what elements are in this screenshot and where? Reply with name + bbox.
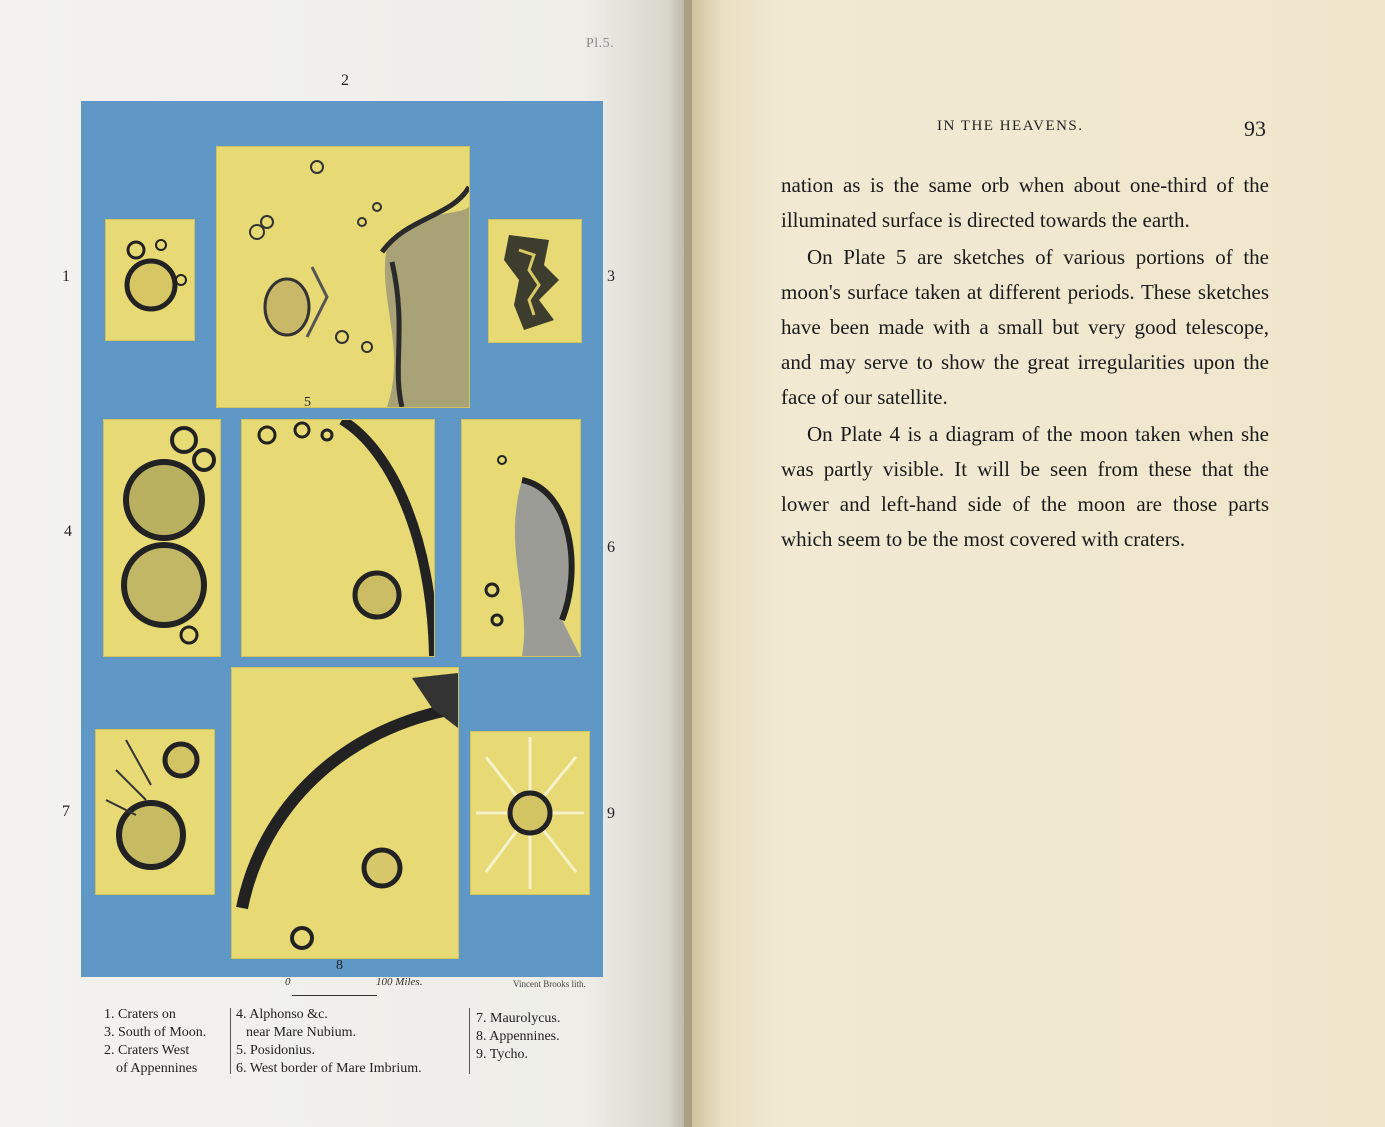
legend-divider	[469, 1008, 470, 1074]
legend-divider	[230, 1008, 231, 1074]
sketch-4-alphonso	[103, 419, 221, 657]
scale-bar	[292, 995, 377, 996]
running-head: IN THE HEAVENS.	[937, 118, 1084, 134]
figure-number-2: 2	[341, 72, 349, 89]
figure-number-5: 5	[304, 395, 311, 410]
sketch-3-craters-west-of-appennines	[488, 219, 582, 343]
sketch-9-tycho	[470, 731, 590, 895]
legend-column-1	[104, 1006, 206, 1078]
figure-number-4: 4	[64, 523, 72, 540]
body-text	[781, 168, 1269, 557]
lunar-sketch-plate	[81, 101, 603, 977]
figure-number-8: 8	[336, 958, 343, 973]
legend-item: 8. Appennines.	[476, 1029, 560, 1044]
figure-number-3: 3	[607, 268, 615, 285]
sketch-5-posidonius	[241, 419, 435, 657]
legend-item: 5. Posidonius.	[236, 1043, 315, 1058]
paragraph: nation as is the same orb when about one-third of the illuminated surface is directed towards the earth.	[781, 173, 1269, 232]
figure-number-7: 7	[62, 803, 70, 820]
book-gutter	[684, 0, 692, 1127]
scale-zero: 0	[285, 976, 291, 988]
figure-number-9: 9	[607, 805, 615, 822]
figure-number-6: 6	[607, 539, 615, 556]
publisher-credit: Vincent Brooks lith.	[513, 979, 586, 989]
paragraph: On Plate 5 are sketches of various portions of the moon's surface taken at different periods. These sketches have been made with a small but very good telescope, and may serve to show the great irregularities upon the face of our satellite.	[781, 245, 1269, 409]
scale-max: 100 Miles.	[376, 976, 423, 988]
sketch-8-appennines	[231, 667, 459, 959]
page-number: 93	[1244, 116, 1266, 141]
legend-item: near Mare Nubium.	[246, 1025, 357, 1040]
figure-number-1: 1	[62, 268, 70, 285]
legend-item: 2. Craters West	[104, 1043, 190, 1058]
sketch-1-craters	[105, 219, 195, 341]
legend-column-3	[476, 1010, 560, 1064]
sketch-6-west-border-mare-imbrium	[461, 419, 581, 657]
legend-item: 6. West border of Mare Imbrium.	[236, 1061, 422, 1076]
legend-item: 9. Tycho.	[476, 1047, 529, 1062]
legend-item: 3. South of Moon.	[104, 1025, 207, 1040]
sketch-7-maurolycus	[95, 729, 215, 895]
legend-item: 4. Alphonso &c.	[236, 1007, 328, 1022]
legend-column-2	[236, 1006, 422, 1078]
paragraph: On Plate 4 is a diagram of the moon taken when she was partly visible. It will be seen from these that the lower and left-hand side of the moon are those parts which seem to be the most covered with craters.	[781, 422, 1269, 551]
sketch-2-craters-south-of-moon	[216, 146, 470, 408]
plate-label: Pl.5.	[586, 36, 615, 51]
legend-item: of Appennines	[116, 1061, 198, 1076]
legend-item: 7. Maurolycus.	[476, 1011, 561, 1026]
legend-item: 1. Craters on	[104, 1007, 176, 1022]
